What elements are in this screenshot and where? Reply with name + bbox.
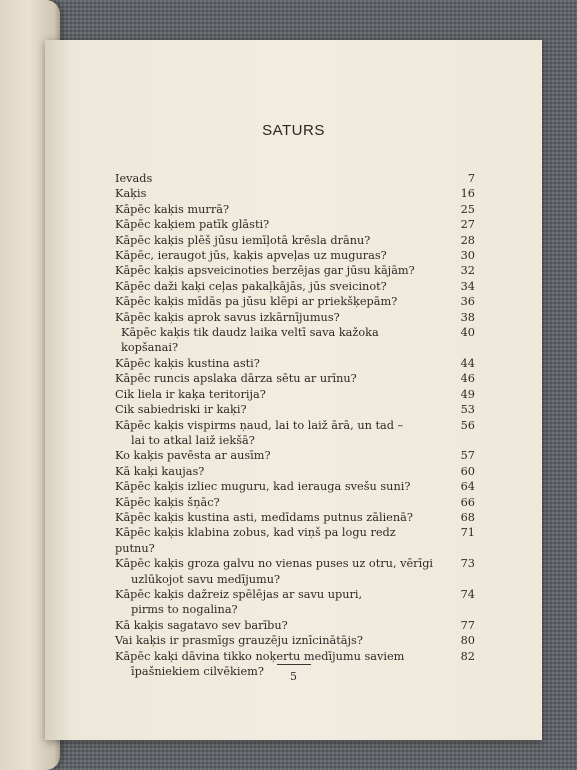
toc-entry: [115, 171, 475, 186]
toc-entry-title-line2: īpašniekiem cilvēkiem?: [131, 665, 264, 678]
toc-entry-title: Kāpēc kaķis plēš jūsu iemīļotā krēsla drānu?: [115, 233, 371, 247]
toc-entry-page: 49: [460, 387, 475, 401]
toc-entry-title: Vai kaķis ir prasmīgs grauzēju iznīcinātājs?: [115, 634, 363, 648]
page-title: SATURS: [262, 122, 325, 139]
toc-entry-title: Kā kaķis sagatavo sev barību?: [115, 618, 288, 632]
toc-entry-page: 57: [460, 449, 475, 463]
toc-entry: [115, 356, 475, 371]
toc-entry-title: Kāpēc kaķis klabina zobus, kad viņš pa logu redz putnu?: [115, 526, 396, 555]
toc-entry: [115, 510, 475, 525]
toc-entry-title: Kāpēc runcis apslaka dārza sētu ar urīnu?: [115, 372, 357, 386]
toc-entry-title-line1: Kāpēc kaķis dažreiz spēlējas ar savu upuri,: [115, 587, 363, 601]
toc-entry-title: [115, 556, 435, 587]
toc-entry-title: Kaķis: [115, 187, 147, 201]
toc-entry-title: Cik sabiedriski ir kaķi?: [115, 403, 247, 417]
toc-entry: [115, 587, 475, 618]
toc-entry: [115, 325, 475, 356]
toc-entry-page: 74: [460, 587, 475, 601]
toc-entry: [115, 495, 475, 510]
toc-entry-title: Ievads: [115, 172, 153, 185]
toc-entry: [115, 310, 475, 325]
toc-entry-title: Kāpēc kaķis murrā?: [115, 202, 230, 216]
toc-entry-title: Kāpēc kaķiem patīk glāsti?: [115, 218, 270, 232]
toc-entry: [115, 186, 475, 201]
toc-entry-page: 34: [460, 279, 475, 293]
toc-entry-page: 38: [460, 310, 475, 324]
toc-entry-title-line1: Kāpēc kaķi dāvina tikko noķertu medījumu saviem: [115, 649, 405, 663]
toc-entry-page: 71: [460, 526, 475, 540]
toc-entry-page: 7: [467, 172, 475, 185]
toc-entry-title: Kāpēc daži kaķi ceļas pakaļkājās, jūs sveicinot?: [115, 279, 387, 293]
toc-entry-title: Kāpēc kaķis šņāc?: [115, 495, 220, 509]
toc-entry: [115, 402, 475, 417]
toc-entry-title: Kāpēc kaķis apsveicinoties berzējas gar jūsu kājām?: [115, 264, 415, 278]
toc-entry: [115, 279, 475, 294]
toc-entry: [115, 387, 475, 402]
toc-entry-page: 46: [460, 372, 475, 386]
toc-entry-page: 73: [460, 557, 475, 571]
toc-entry-title-line2: uzlūkojot savu medījumu?: [131, 572, 281, 586]
toc-entry-page: 36: [460, 295, 475, 309]
toc-entry: [115, 263, 475, 278]
toc-entry-title: Kāpēc kaķis kustina asti, medīdams putnus zālienā?: [115, 510, 413, 524]
book-page: [45, 40, 542, 740]
toc-entry-title-line1: Kāpēc kaķis vispirms ņaud, lai to laiž ārā, un tad –: [115, 418, 404, 432]
toc-entry: [115, 556, 475, 587]
toc-entry-title-line2: lai to atkal laiž iekšā?: [131, 433, 255, 447]
toc-entry-title: Kāpēc kaķis tik daudz laika veltī sava kažoka kopšanai?: [121, 326, 379, 355]
toc-entry-page: 27: [460, 218, 475, 232]
toc-entry-page: 30: [460, 249, 475, 263]
toc-entry-title: Kāpēc, ieraugot jūs, kaķis apveļas uz muguras?: [115, 249, 387, 263]
toc-entry-page: 32: [460, 264, 475, 278]
toc-entry-page: 66: [460, 495, 475, 509]
toc-entry: [115, 233, 475, 248]
page-number: 5: [290, 670, 297, 683]
toc-entry: [115, 294, 475, 309]
toc-entry-title: Kāpēc kaķis aprok savus izkārnījumus?: [115, 310, 340, 324]
toc-entry-page: 40: [460, 326, 475, 340]
toc-entry: [115, 248, 475, 263]
table-of-contents: [115, 171, 475, 679]
toc-entry-title: Ko kaķis pavēsta ar ausīm?: [115, 449, 271, 463]
toc-entry-page: 64: [460, 480, 475, 494]
toc-entry-title: [115, 418, 435, 449]
toc-entry: [115, 464, 475, 479]
footer-divider: [277, 664, 311, 665]
toc-entry: [115, 217, 475, 232]
toc-entry-title: Kā kaķi kaujas?: [115, 464, 205, 478]
toc-entry: [115, 633, 475, 648]
toc-entry-title: Cik liela ir kaķa teritorija?: [115, 387, 266, 401]
toc-entry-page: 25: [460, 202, 475, 216]
toc-entry-page: 82: [460, 649, 475, 663]
toc-entry-page: 56: [460, 418, 475, 432]
toc-entry-page: 53: [460, 403, 475, 417]
toc-entry-page: 80: [460, 634, 475, 648]
toc-entry: [115, 418, 475, 449]
toc-entry: [115, 618, 475, 633]
toc-entry-title-line2: pirms to nogalina?: [131, 603, 238, 617]
toc-entry: [115, 371, 475, 386]
toc-entry-title: Kāpēc kaķis mīdās pa jūsu klēpi ar priekšķepām?: [115, 295, 398, 309]
toc-entry: [115, 448, 475, 463]
toc-entry-page: 68: [460, 510, 475, 524]
toc-entry-title-line1: Kāpēc kaķis groza galvu no vienas puses uz otru, vērīgi: [115, 557, 434, 571]
toc-entry-title: Kāpēc kaķis kustina asti?: [115, 356, 260, 370]
toc-entry-title: [115, 587, 435, 618]
toc-entry-page: 16: [460, 187, 475, 201]
toc-entry-page: 60: [460, 464, 475, 478]
toc-entry: [115, 479, 475, 494]
toc-entry-page: 77: [460, 618, 475, 632]
toc-entry-page: 44: [460, 356, 475, 370]
toc-entry-title: Kāpēc kaķis izliec muguru, kad ierauga svešu suni?: [115, 480, 411, 494]
toc-entry: [115, 525, 475, 556]
toc-entry-page: 28: [460, 233, 475, 247]
toc-entry: [115, 202, 475, 217]
